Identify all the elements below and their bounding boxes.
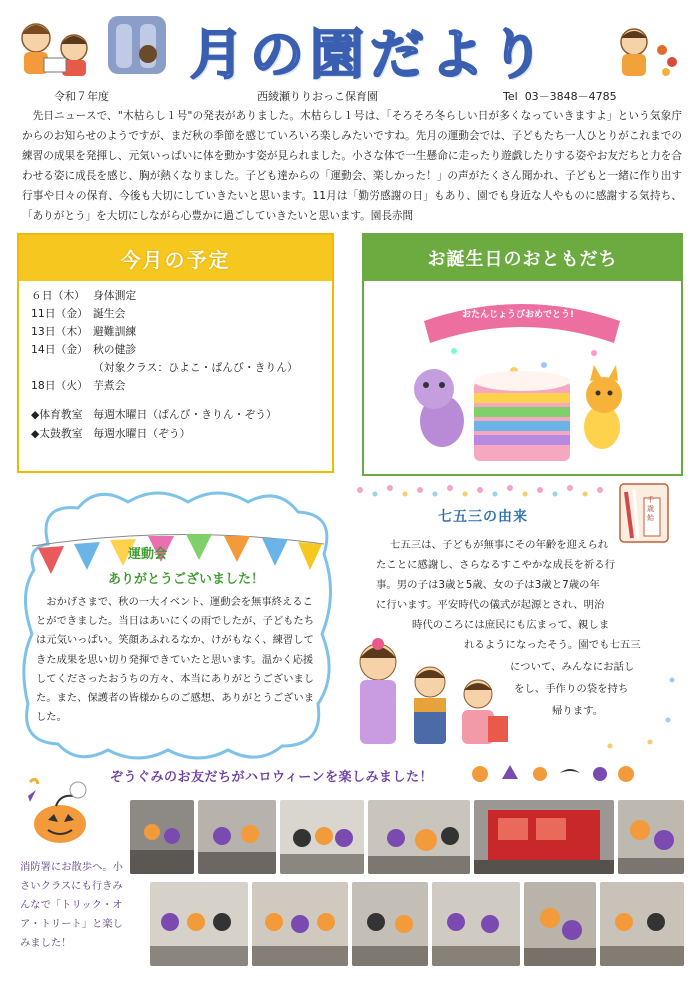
shichigosan-line: 帰ります。: [552, 705, 604, 717]
schedule-event: 誕生会: [93, 307, 126, 320]
schedule-item: [31, 377, 322, 395]
schedule-date: ６日（木）: [31, 289, 85, 302]
schedule-item: [31, 341, 322, 359]
schedule-item: [31, 287, 322, 305]
halloween-photo: [600, 882, 684, 966]
month-number-badge: [102, 10, 172, 80]
schedule-date: 11日（金）: [31, 307, 88, 320]
phone-number: [503, 88, 617, 104]
halloween-title: ぞうぐみのお友だちがハロウィーンを楽しみました！: [110, 770, 433, 785]
halloween-photo: [618, 800, 684, 874]
child-with-leaves-illustration: [600, 22, 686, 82]
halloween-banner-decoration: [470, 763, 640, 783]
halloween-photo: [130, 800, 194, 874]
lessons-list: [19, 395, 332, 443]
schedule-list: [19, 281, 332, 395]
phone-value: 03－3848－4785: [524, 90, 617, 103]
halloween-photo: [252, 882, 348, 966]
halloween-photo: [524, 882, 596, 966]
schedule-item-note: [31, 359, 322, 377]
schedule-box: [17, 233, 334, 473]
birthday-box: [362, 233, 683, 476]
shichigosan-line: について、みんなにお話し: [510, 661, 635, 673]
schedule-event: 身体測定: [93, 289, 137, 302]
halloween-photo: [150, 882, 248, 966]
schedule-event: （対象クラス：ひよこ・ぱんび・きりん）: [93, 361, 298, 374]
schedule-item: [31, 323, 322, 341]
shichigosan-line: れるようになったそう。園でも七五三: [464, 639, 641, 651]
schedule-title: 今月の予定: [120, 247, 231, 272]
halloween-photo: [474, 800, 614, 874]
halloween-photo: [432, 882, 520, 966]
birthday-illustration: [364, 281, 680, 473]
halloween-photo: [198, 800, 276, 874]
schedule-item: [31, 305, 322, 323]
chitose-ame-label: 千歳飴: [647, 496, 654, 522]
intro-text: 先日ニュースで、"木枯らし１号"の発表がありました。木枯らし１号は、「そろそろ冬らしい日が多くなっていきますよ」という気象庁からのお知らせのようですが、まだ秋の季節を感じていろいろ楽しみたいですね。先月の運動会では、子どもたち一人ひとりがこれまでの練習の成果を発揮し、元気いっぱいに体を動かす姿が見られました。小さな体で一生懸命に走ったり遊戯したりする姿やお友だちと力を合わせる姿に成長を感じ、胸が熱くなりました。子ども達からの「運動会、楽しかった！」の声がたくさん聞かれ、子どもと一緒に作り出す行事や日々の保育、今後も大切にしていきたいと思います。11月は「勤労感謝の日」もあり、園でも身近な人やものに感謝する気持ち、「ありがとう」を大切にしながら心豊かに過ごしていきたいと思います。園長赤間: [22, 110, 682, 222]
halloween-photo: [368, 800, 470, 874]
schedule-date: 14日（金）: [31, 343, 88, 356]
sports-day-title: 運動会: [128, 547, 168, 562]
shichigosan-children-illustration: [352, 632, 512, 752]
schedule-date: 13日（木）: [31, 325, 88, 338]
schedule-header: [19, 235, 332, 281]
birthday-banner-text: おたんじょうびおめでとう!: [462, 310, 575, 320]
schedule-event: 避難訓練: [93, 325, 137, 338]
schedule-date: 18日（火）: [31, 379, 88, 392]
shichigosan-line: に行います。平安時代の儀式が起源とされ、明治: [376, 599, 605, 611]
schedule-event: 秋の健診: [93, 343, 137, 356]
newsletter-title: 月の園だより: [190, 23, 550, 86]
halloween-photo: [280, 800, 364, 874]
sports-day-thanks: ありがとうございました！: [108, 572, 265, 587]
sports-day-message: [36, 593, 321, 727]
shichigosan-line: 事。男の子は3歳と5歳、女の子は3歳と7歳の年: [376, 579, 600, 591]
intro-message: [22, 106, 682, 226]
sports-day-text: おかげさまで、秋の一大イベント、運動会を無事終えることができました。当日はあいにくの雨でしたが、子どもたちは元気いっぱい。笑顔あふれるなか、けがもなく、練習してきた成果を思い切り発揮できていたと思います。温かく応援してくださったおうちの方々、本当にありがとうございました。また、保護者の皆様からのご感想、ありがとうございました。: [36, 596, 315, 724]
shichigosan-line: 時代のころには庶民にも広まって、親しま: [412, 619, 610, 631]
shichigosan-line: たことに感謝し、さらなるすこやかな成長を祈る行: [376, 559, 615, 571]
fiscal-year: 令和７年度: [54, 90, 109, 103]
children-reading-illustration: [14, 14, 98, 80]
lesson-physical-ed: ◆体育教室 毎週木曜日（ぱんび・きりん・ぞう）: [31, 408, 277, 421]
halloween-caption: 消防署にお散歩へ。小さいクラスにも行きみんなで「トリック・オア・トリート」と楽しみました！: [20, 861, 123, 949]
pumpkin-basket-illustration: [16, 776, 96, 846]
lesson-taiko: ◆太鼓教室 毎週水曜日（ぞう）: [31, 427, 191, 440]
birthday-header: [364, 235, 681, 281]
shichigosan-title: 七五三の由来: [438, 509, 528, 525]
birthday-title: お誕生日のおともだち: [427, 249, 618, 270]
schedule-event: 芋煮会: [93, 379, 126, 392]
school-name: 西綾瀬りりおっこ保育園: [257, 90, 378, 103]
shichigosan-line: をし、手作りの袋を持ち: [514, 683, 629, 695]
shichigosan-line: 七五三は、子どもが無事にその年齢を迎えられ: [390, 539, 609, 551]
phone-label: Tel: [503, 90, 518, 103]
halloween-photo: [352, 882, 428, 966]
